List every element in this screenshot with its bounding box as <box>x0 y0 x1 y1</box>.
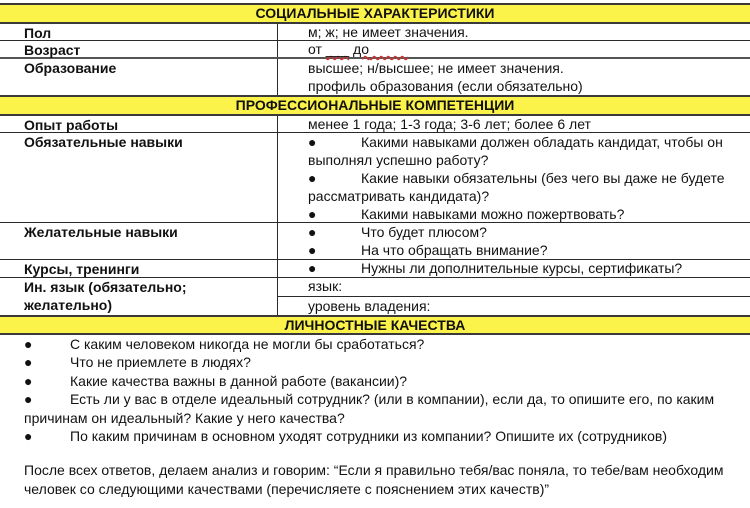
bullet-icon: ● <box>308 170 317 186</box>
table-row-education <box>0 59 750 96</box>
section-header-professional <box>0 95 750 116</box>
bullet-text: С каким человеком никогда не могли бы сработаться? <box>70 336 425 352</box>
section-title: ПРОФЕССИОНАЛЬНЫЕ КОМПЕТЕНЦИИ <box>235 97 515 113</box>
row-label: Желательные навыки <box>24 224 178 240</box>
language-label: язык: <box>308 278 343 294</box>
bullet-text: Какие навыки обязательны (без чего вы даже не будете <box>361 170 725 186</box>
row-label: Курсы, тренинги <box>24 261 140 277</box>
bullet-icon: ● <box>308 224 317 240</box>
summary-line: человек со следующими качествами (перечисляете с пояснением этих качеств)” <box>24 481 550 497</box>
table-row-experience <box>0 116 750 133</box>
row-value-cell <box>277 278 750 316</box>
row-value-cell <box>277 116 750 132</box>
table-row-required-skills <box>0 133 750 223</box>
row-label: Образование <box>24 60 117 76</box>
row-value: менее 1 года; 1-3 года; 3-6 лет; более 6 лет <box>308 116 591 132</box>
row-value <box>308 41 408 58</box>
bullet-icon: ● <box>24 391 33 408</box>
bullet-icon: ● <box>24 354 33 371</box>
list-item <box>24 427 734 445</box>
bullet-icon: ● <box>24 428 33 445</box>
list-item-continuation: причинам он идеальный? Какие у него качества? <box>24 409 345 426</box>
list-item <box>308 260 740 277</box>
personal-questions-list <box>24 335 734 445</box>
table-row-age <box>0 41 750 59</box>
language-field <box>278 278 750 297</box>
row-label: Пол <box>24 25 52 41</box>
row-label: Обязательные навыки <box>24 134 183 150</box>
summary-paragraph <box>24 461 744 499</box>
bullet-text: Какими навыками должен обладать кандидат, чтобы он <box>361 134 723 150</box>
section-header-personal <box>0 315 750 335</box>
list-item <box>24 335 734 353</box>
table-row-foreign-language <box>0 278 750 316</box>
row-value-cell <box>277 59 750 96</box>
bullet-text: Какие качества важны в данной работе (вакансии)? <box>70 372 408 389</box>
row-value-cell <box>277 223 750 259</box>
age-from-blank: ___ <box>325 41 350 57</box>
bullet-icon: ● <box>308 242 317 258</box>
row-value-cell <box>277 24 750 40</box>
bullet-text: Какими навыками можно пожертвовать? <box>361 206 625 222</box>
age-to-label: до <box>353 41 369 57</box>
row-label: Возраст <box>24 42 81 58</box>
bullet-icon: ● <box>24 372 33 389</box>
proficiency-label: уровень владения: <box>308 298 431 314</box>
row-value-cell <box>277 133 750 222</box>
list-item <box>24 390 734 408</box>
list-item <box>308 241 740 260</box>
summary-line: После всех ответов, делаем анализ и говорим: “Если я правильно тебя/вас поняла, то тебе/вам необходим <box>24 462 724 478</box>
bullet-text: Есть ли у вас в отделе идеальный сотрудник? (или в компании), если да, то опишите его, по каким <box>70 391 715 408</box>
section-title: ЛИЧНОСТНЫЕ КАЧЕСТВА <box>284 317 466 333</box>
list-item <box>308 223 740 242</box>
bullet-icon: ● <box>24 336 33 352</box>
row-label: Ин. язык (обязательно; <box>24 279 187 295</box>
table-row-gender <box>0 24 750 41</box>
row-value: м; ж; не имеет значения. <box>308 24 469 40</box>
section-header-social <box>0 3 750 24</box>
bullet-icon: ● <box>308 206 317 222</box>
row-value-line: высшее; н/высшее; не имеет значения. <box>308 60 564 76</box>
bullet-icon: ● <box>308 260 317 276</box>
bullet-text: Что будет плюсом? <box>361 224 487 240</box>
list-item <box>308 205 740 224</box>
bullet-icon: ● <box>308 134 317 150</box>
bullet-text: По каким причинам в основном уходят сотрудники из компании? Опишите их (сотрудников) <box>70 428 667 445</box>
list-item <box>308 169 740 188</box>
row-value-cell <box>277 41 750 57</box>
row-label: Опыт работы <box>24 117 119 133</box>
proficiency-field <box>278 297 750 316</box>
table-row-desired-skills <box>0 223 750 260</box>
age-to-blank <box>369 41 408 57</box>
row-label: желательно) <box>24 297 113 313</box>
bullet-text: На что обращать внимание? <box>361 242 548 258</box>
section-title: СОЦИАЛЬНЫЕ ХАРАКТЕРИСТИКИ <box>255 5 495 21</box>
list-item <box>308 133 740 152</box>
row-value-line: профиль образования (если обязательно) <box>308 78 583 94</box>
list-item-continuation: рассматривать кандидата)? <box>308 188 490 204</box>
row-value-cell <box>277 260 750 277</box>
list-item <box>24 372 734 390</box>
bullet-text: Что не приемлете в людях? <box>70 354 251 371</box>
list-item <box>24 353 734 371</box>
age-from-label: от <box>308 41 322 57</box>
table-row-courses <box>0 260 750 278</box>
list-item-continuation: выполнял успешно работу? <box>308 152 489 168</box>
bullet-text: Нужны ли дополнительные курсы, сертификаты? <box>361 260 683 276</box>
